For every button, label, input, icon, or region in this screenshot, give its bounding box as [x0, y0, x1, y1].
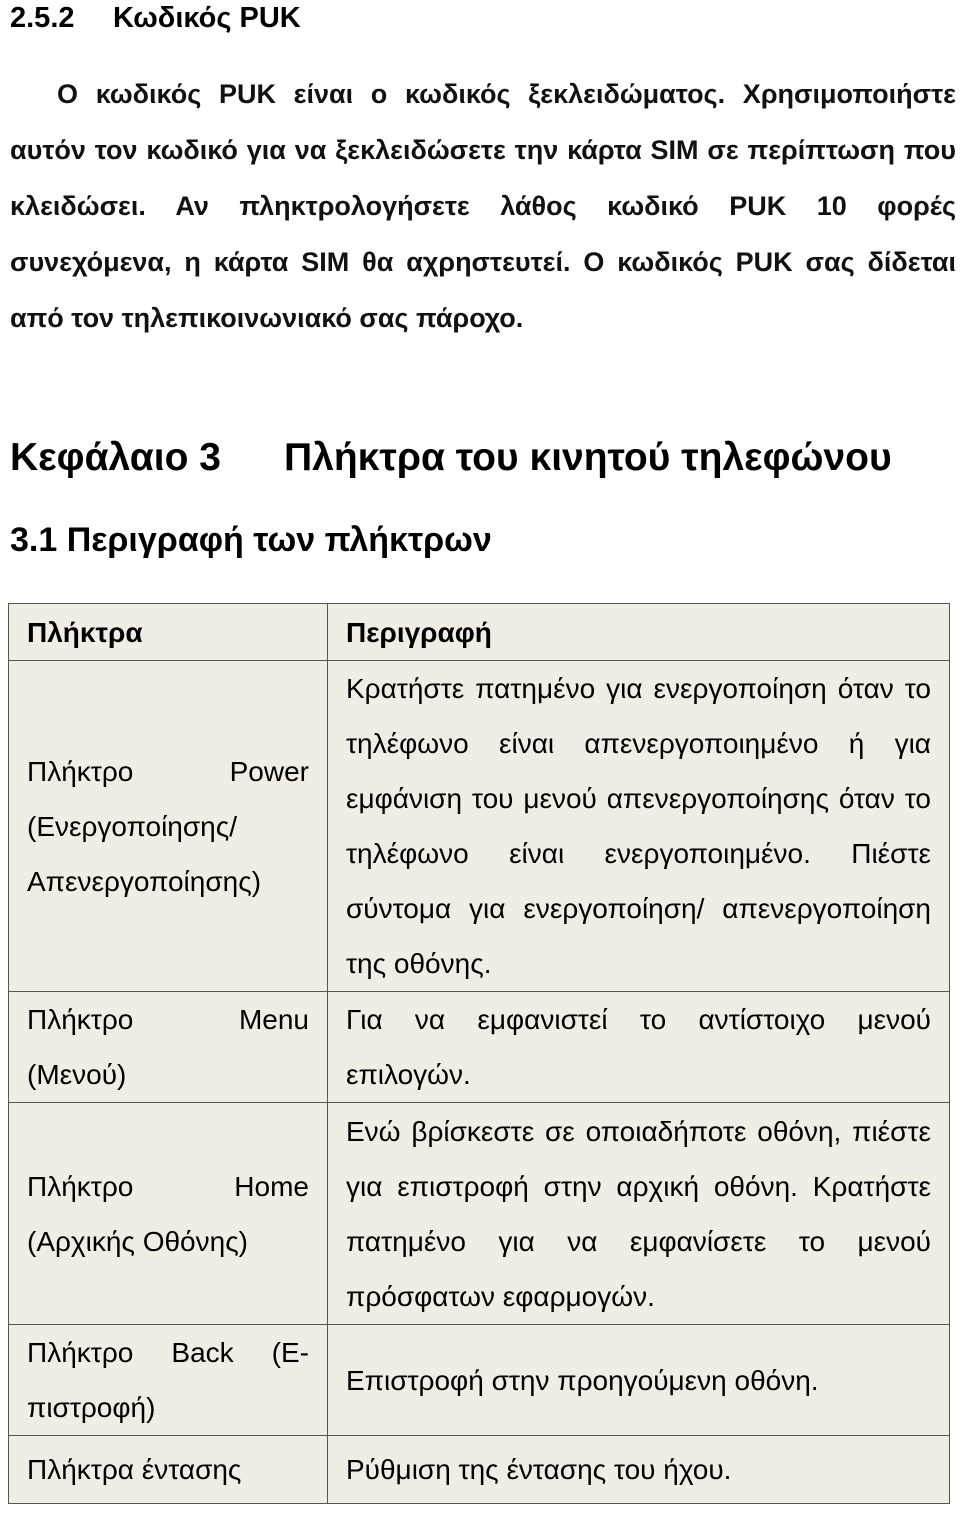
desc-cell-home: Ενώ βρίσκεστε σε οποιαδήποτε οθόνη, πιέστε για επιστροφή στην αρχική οθόνη. Κρατήστε πατημένο για να εμφανίσετε το μενού πρόσφατων εφαρμογών.	[328, 1103, 950, 1325]
key-cell-back	[9, 1325, 328, 1436]
table-row	[9, 1325, 950, 1436]
desc-cell-power: Κρατήστε πατημένο για ενεργοποίηση όταν το τηλέφωνο είναι απενεργοποιημένο ή για εμφάνιση του μενού απενεργοποίησης όταν το τηλέφωνο είναι ενεργοποιημένο. Πιέστε σύντομα για ενεργοποίηση/ απενεργοποίηση της οθόνης.	[328, 661, 950, 992]
key-label: Πλήκτρο	[27, 1004, 134, 1035]
key-name: Menu	[238, 1004, 309, 1035]
key-line-menu-2: (Μενού)	[27, 1059, 127, 1090]
key-line-power-2: (Ενεργοποίησης/	[27, 810, 237, 842]
desc-cell-menu: Για να εμφανιστεί το αντίστοιχο μενού επιλογών.	[328, 992, 950, 1103]
section-title: Κωδικός PUK	[113, 2, 301, 34]
table-row	[9, 992, 950, 1103]
key-line-home-2: (Αρχικής Οθόνης)	[27, 1225, 249, 1257]
desc-cell-back: Επιστροφή στην προηγούμενη οθόνη.	[328, 1325, 950, 1436]
desc-cell-volume: Ρύθμιση της έντασης του ήχου.	[328, 1436, 950, 1504]
chapter-title: Πλήκτρα του κινητού τηλεφώνου	[284, 436, 892, 479]
key-line-menu-1	[27, 992, 309, 1047]
chapter-heading	[10, 432, 892, 484]
key-line-home-1	[27, 1159, 309, 1214]
key-line-power-3: Απενεργοποίησης)	[27, 865, 262, 897]
key-cell-volume: Πλήκτρα έντασης	[9, 1436, 328, 1504]
key-line-power-1	[27, 744, 309, 799]
section-number: 2.5.2	[10, 2, 75, 34]
key-cell-power	[9, 661, 328, 992]
header-keys: Πλήκτρα	[9, 604, 328, 661]
chapter-number: Κεφάλαιο 3	[10, 436, 221, 479]
key-cell-menu	[9, 992, 328, 1103]
key-label: Πλήκτρο	[27, 1170, 134, 1202]
header-description: Περιγραφή	[328, 604, 950, 661]
key-cell-home	[9, 1103, 328, 1325]
key-name: Home	[234, 1170, 309, 1202]
puk-paragraph: Ο κωδικός PUK είναι ο κωδικός ξεκλειδώματος. Χρησιμοποιήστε αυτόν τον κωδικό για να ξεκλειδώσετε την κάρτα SIM σε περίπτωση που κλειδώσει. Αν πληκτρολογήσετε λάθος κωδικό PUK 10 φορές συνεχόμενα, η κάρτα SIM θα αχρηστευτεί. Ο κωδικός PUK σας δίδεται από τον τηλεπικοινωνιακό σας πάροχο.	[10, 79, 956, 333]
key-line-back-2: πιστροφή)	[27, 1392, 156, 1423]
key-line-back-1: Πλήκτρο Back (Ε-	[27, 1337, 309, 1368]
table-header-row	[9, 604, 950, 661]
table-row	[9, 1436, 950, 1504]
key-name: Power	[229, 755, 309, 787]
section-heading	[10, 0, 301, 36]
key-label: Πλήκτρο	[27, 755, 134, 787]
table-row	[9, 1103, 950, 1325]
keys-table	[8, 603, 950, 1504]
subsection-heading: 3.1 Περιγραφή των πλήκτρων	[10, 521, 492, 559]
table-row	[9, 661, 950, 992]
